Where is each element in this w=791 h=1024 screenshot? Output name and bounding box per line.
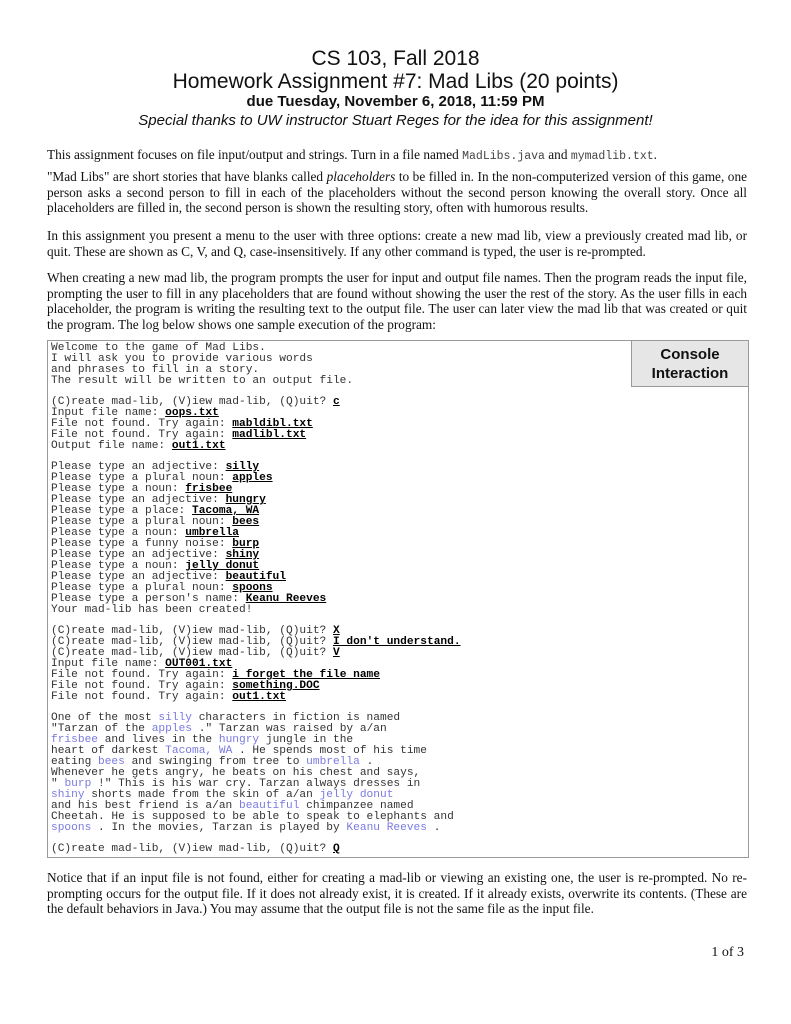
filled-word: shiny xyxy=(51,789,85,801)
filled-word: Tacoma, WA xyxy=(165,745,233,757)
story-text: . He spends most of his time xyxy=(232,745,427,757)
user-input: bees xyxy=(232,516,260,528)
madlib-filename: mymadlib.txt xyxy=(570,150,654,163)
label-line-2: Interaction xyxy=(651,365,729,382)
story-text: Whenever he gets angry, he beats on his chest and says, xyxy=(51,767,421,779)
console-prompt-line xyxy=(51,692,461,703)
intro-text: This assignment focuses on file input/output and strings. Turn in a file named xyxy=(47,147,463,162)
prompt-text: Please type a plural noun: xyxy=(51,582,233,594)
story-text: ." Tarzan was raised by a/an xyxy=(192,723,387,735)
filled-word: beautiful xyxy=(238,800,300,812)
user-input: hungry xyxy=(225,494,266,506)
menu-description: In this assignment you present a menu to the user with three options: create a new mad lib, view a previously created mad lib, or quit. These are shown as C, V, and Q, case-insensitively. If any other command is typed, the user is re-prompted. xyxy=(47,228,747,259)
user-input: burp xyxy=(232,538,260,550)
intro-paragraph xyxy=(47,147,747,165)
user-input: X xyxy=(332,625,340,637)
placeholders-term: placeholders xyxy=(326,169,396,184)
filled-word: jelly donut xyxy=(319,789,394,801)
user-input: mabldibl.txt xyxy=(232,418,313,430)
prompt-text: Please type a plural noun: xyxy=(51,472,233,484)
story-text: and lives in the xyxy=(98,734,219,746)
acknowledgement: Special thanks to UW instructor Stuart Reges for the idea for this assignment! xyxy=(138,112,653,129)
page-number: 1 of 3 xyxy=(711,945,744,960)
user-input: silly xyxy=(225,461,260,473)
story-text: jungle in the xyxy=(259,734,354,746)
title-block xyxy=(0,47,791,131)
prompt-text: Output file name: xyxy=(51,440,172,452)
story-text: " xyxy=(51,778,65,790)
user-input: out1.txt xyxy=(232,691,286,703)
user-input: madlibl.txt xyxy=(232,429,307,441)
story-text: shorts made from the skin of a/an xyxy=(84,789,320,801)
user-input: beautiful xyxy=(225,571,286,583)
story-text: One of the most xyxy=(51,712,159,724)
prompt-text: Please type an adjective: xyxy=(51,549,226,561)
notice-paragraph: Notice that if an input file is not found, either for creating a mad-lib or viewing an existing one, the user is re-prompted. No re-prompting occurs for the output file. If it does not already exist, it is created. If it already exists, overwrite its contents. (These are the default behaviors in Java.) You may assume that the output file is not the same file as the input file. xyxy=(47,870,747,916)
console-interaction-label xyxy=(631,341,748,387)
intro-text: I will ask you to provide various words xyxy=(51,353,313,365)
due-date: due Tuesday, November 6, 2018, 11:59 PM xyxy=(246,93,545,110)
user-input: Q xyxy=(332,843,340,855)
prompt-text: (C)reate mad-lib, (V)iew mad-lib, (Q)uit? xyxy=(51,396,333,408)
prompt-text: Please type a noun: xyxy=(51,560,186,572)
filled-word: frisbee xyxy=(51,734,98,746)
user-input: spoons xyxy=(232,582,273,594)
filled-word: Keanu Reeves xyxy=(346,822,427,834)
user-input: V xyxy=(332,647,340,659)
story-text: Cheetah. He is supposed to be able to speak to elephants and xyxy=(51,811,454,823)
prompt-text: (C)reate mad-lib, (V)iew mad-lib, (Q)uit? xyxy=(51,625,333,637)
desc-text-b: to be filled in. In the non-computerized version of this game, one person asks a second person to fill in each of the placeholders without the second person knowing the overall story. Once all placeholders are filled in, the second person is shown the resulting story, often with humorous results. xyxy=(47,169,747,215)
intro-text: and phrases to fill in a story. xyxy=(51,364,260,376)
assignment-title: Homework Assignment #7: Mad Libs (20 points) xyxy=(172,70,619,93)
user-input: c xyxy=(332,396,340,408)
filled-word: apples xyxy=(151,723,193,735)
intro-text: Welcome to the game of Mad Libs. xyxy=(51,342,266,354)
prompt-text: Please type an adjective: xyxy=(51,571,226,583)
prompt-text: (C)reate mad-lib, (V)iew mad-lib, (Q)uit? xyxy=(51,647,333,659)
madlibs-description xyxy=(47,169,747,216)
story-text: and his best friend is a/an xyxy=(51,800,239,812)
filled-word: bees xyxy=(98,756,125,768)
prompt-text: File not found. Try again: xyxy=(51,691,233,703)
intro-and: and xyxy=(544,147,571,162)
prompt-text: File not found. Try again: xyxy=(51,680,233,692)
story-text: . xyxy=(359,756,374,768)
prompt-text: Please type an adjective: xyxy=(51,461,226,473)
prompt-text: Please type an adjective: xyxy=(51,494,226,506)
user-input: oops.txt xyxy=(165,407,219,419)
filled-word: silly xyxy=(158,712,192,724)
prompt-text: Please type a place: xyxy=(51,505,192,517)
story-text: chimpanzee named xyxy=(299,800,414,812)
creation-description: When creating a new mad lib, the program prompts the user for input and output file names. Then the program reads the input file, prompting the user to fill in any placeholders that are found without showing the user the rest of the story. As the user fills in each placeholder, the program is writing the resulting text to the output file. The user can later view the mad lib that was created or quit the program. The log below shows one sample execution of the program: xyxy=(47,270,747,332)
prompt-text: Input file name: xyxy=(51,658,166,670)
console-prompt-line xyxy=(51,441,461,452)
prompt-text: Please type a person's name: xyxy=(51,593,246,605)
user-input: umbrella xyxy=(185,527,239,539)
java-filename: MadLibs.java xyxy=(462,150,545,163)
story-text: heart of darkest xyxy=(51,745,166,757)
filled-word: burp xyxy=(64,778,92,790)
story-text: characters in fiction is named xyxy=(192,712,401,724)
prompt-text: Your mad-lib has been created! xyxy=(51,604,253,616)
user-input: something.DOC xyxy=(232,680,320,692)
label-line-1: Console xyxy=(660,346,720,363)
story-text: eating xyxy=(51,756,98,768)
user-input: I don't understand. xyxy=(332,636,461,648)
user-input: jelly donut xyxy=(185,560,260,572)
console-prompt-line xyxy=(51,605,461,616)
prompt-text: (C)reate mad-lib, (V)iew mad-lib, (Q)uit? xyxy=(51,636,333,648)
user-input: shiny xyxy=(225,549,260,561)
user-input: out1.txt xyxy=(171,440,226,452)
console-final-prompt xyxy=(51,844,461,855)
story-line xyxy=(51,823,461,834)
prompt-text: Please type a funny noise: xyxy=(51,538,233,550)
story-text: !" This is his war cry. Tarzan always dresses in xyxy=(91,778,421,790)
console-log xyxy=(47,340,749,858)
story-text: "Tarzan of the xyxy=(51,723,152,735)
prompt-text: File not found. Try again: xyxy=(51,669,233,681)
prompt-text: (C)reate mad-lib, (V)iew mad-lib, (Q)uit? xyxy=(51,843,333,855)
console-intro-line xyxy=(51,376,461,387)
story-text: . In the movies, Tarzan is played by xyxy=(91,822,347,834)
user-input: Tacoma, WA xyxy=(192,505,260,517)
prompt-text: File not found. Try again: xyxy=(51,418,233,430)
intro-text: The result will be written to an output file. xyxy=(51,375,354,387)
prompt-text: Please type a plural noun: xyxy=(51,516,233,528)
filled-word: hungry xyxy=(218,734,260,746)
user-input: OUT001.txt xyxy=(165,658,233,670)
user-input: i forget the file name xyxy=(232,669,380,681)
filled-word: spoons xyxy=(51,822,92,834)
user-input: frisbee xyxy=(185,483,233,495)
prompt-text: Please type a noun: xyxy=(51,527,186,539)
story-text: . xyxy=(427,822,441,834)
story-text: and swinging from tree to xyxy=(124,756,307,768)
filled-word: umbrella xyxy=(306,756,360,768)
prompt-text: Input file name: xyxy=(51,407,166,419)
prompt-text: Please type a noun: xyxy=(51,483,186,495)
user-input: Keanu Reeves xyxy=(245,593,327,605)
user-input: apples xyxy=(232,472,273,484)
course-title: CS 103, Fall 2018 xyxy=(311,47,480,70)
prompt-text: File not found. Try again: xyxy=(51,429,233,441)
intro-end: . xyxy=(653,147,657,162)
desc-text-a: "Mad Libs" are short stories that have blanks called xyxy=(47,169,327,184)
console-output xyxy=(51,343,461,855)
